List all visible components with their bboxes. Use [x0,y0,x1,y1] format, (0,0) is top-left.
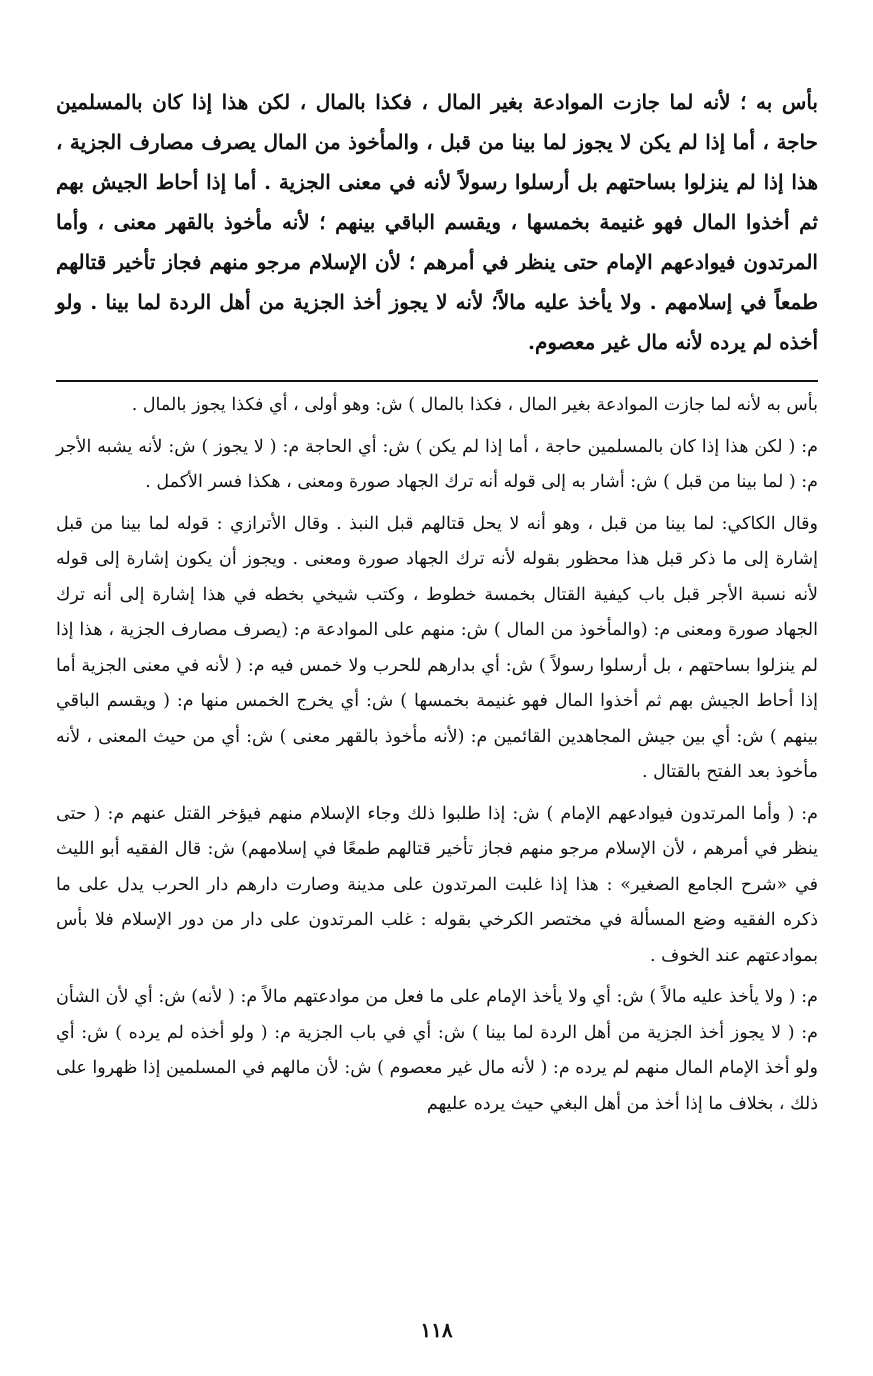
main-paragraph: بأس به ؛ لأنه لما جازت الموادعة بغير المال ، فكذا بالمال ، لكن هذا إذا كان بالمسلمين حاجة ، أما إذا لم يكن لا يجوز لما بينا من قبل ، والمأخوذ من المال يصرف مصارف الجزية ، هذا إذا لم ينزلوا بساحتهم بل أرسلوا رسولاً لأنه في معنى الجزية . أما إذا أحاط الجيش بهم ثم أخذوا المال فهو غنيمة بخمسها ، ويقسم الباقي بينهم ؛ لأنه مأخوذ بالقهر معنى ، وأما المرتدون فيوادعهم الإمام حتى ينظر في أمرهم ؛ لأن الإسلام مرجو منهم فجاز تأخير قتالهم طمعاً في إسلامهم . ولا يأخذ عليه مالاً؛ لأنه لا يجوز أخذ الجزية من أهل الردة لما بينا . ولو أخذه لم يرده لأنه مال غير معصوم. [56,90,818,354]
commentary-paragraph: م: ( لكن هذا إذا كان بالمسلمين حاجة ، أما إذا لم يكن ) ش: أي الحاجة م: ( لا يجوز ) ش: لأنه يشبه الأجر م: ( لما بينا من قبل ) ش: أشار به إلى قوله أنه ترك الجهاد صورة ومعنى ، هكذا فسر الأكمل . [56,436,818,492]
page-number: ١١٨ [420,1318,453,1342]
commentary-paragraph: م: ( وأما المرتدون فيوادعهم الإمام ) ش: إذا طلبوا ذلك وجاء الإسلام منهم فيؤخر القتل عنهم م: ( حتى ينظر في أمرهم ، لأن الإسلام مرجو منهم فجاز تأخير قتالهم طمعًا في إسلامهم) ش: قال الفقيه أبو الليث في «شرح الجامع الصغير» : هذا إذا غلبت المرتدون على مدينة وصارت دارهم دار الحرب يدل على ما ذكره الفقيه وضع المسألة في مختصر الكرخي بقوله : غلب المرتدون على دار من دور الإسلام فلا بأس بموادعتهم عند الخوف . [56,803,818,966]
commentary-paragraph: وقال الكاكي: لما بينا من قبل ، وهو أنه لا يحل قتالهم قبل النبذ . وقال الأترازي : قوله لما بينا من قبل إشارة إلى ما ذكر قبل هذا محظور بقوله لأنه ترك الجهاد صورة ومعنى . ويجوز أن يكون إشارة إلى قوله لأنه نسبة الأجر قبل باب كيفية القتال بخمسة خطوط ، وكتب شيخي بخطه في هذا إشارة إلى أنه ترك الجهاد صورة ومعنى م: (والمأخوذ من المال ) ش: منهم على الموادعة م: (يصرف مصارف الجزية ، هذا إذا لم ينزلوا بساحتهم ، بل أرسلوا رسولاً ) ش: أي بدارهم للحرب ولا خمس فيه م: ( لأنه في معنى الجزية أما إذا أحاط الجيش بهم ثم أخذوا المال فهو غنيمة بخمسها ) ش: أي يخرج الخمس منها م: ( ويقسم الباقي بينهم ) ش: أي بين جيش المجاهدين القائمين م: (لأنه مأخوذ بالقهر معنى ) ش: أي من حيث المعنى ، لأنه مأخوذ بعد الفتح بالقتال . [56,513,818,782]
commentary-paragraph: بأس به لأنه لما جازت الموادعة بغير المال ، فكذا بالمال ) ش: وهو أولى ، أي فكذا يجوز بالمال . [131,395,818,415]
page-body [56,82,818,1128]
commentary [56,388,818,1122]
separator-line [56,380,818,382]
commentary-paragraph: م: ( ولا يأخذ عليه مالاً ) ش: أي ولا يأخذ الإمام على ما فعل من موادعتهم مالاً م: ( لأنه) ش: أي لأن الشأن م: ( لا يجوز أخذ الجزية من أهل الردة لما بينا ) ش: أي في باب الجزية م: ( ولو أخذه لم يرده ) ش: أي ولو أخذ الإمام المال منهم لم يرده م: ( لأنه مال غير معصوم ) ش: لأن مالهم في المسلمين إذا ظهروا على ذلك ، بخلاف ما إذا أخذ من أهل البغي حيث يرده عليهم [56,987,818,1114]
main-text [56,82,818,362]
